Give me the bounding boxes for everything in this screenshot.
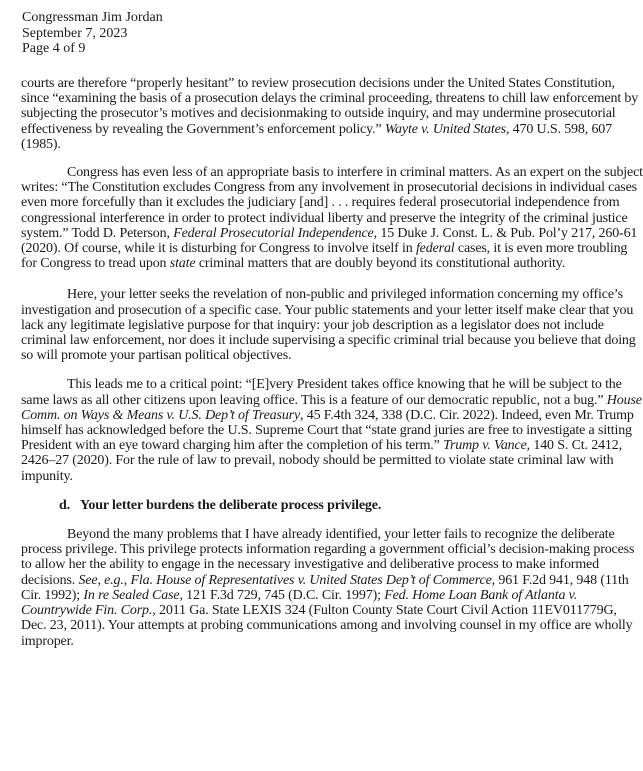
- italic-citation-text: state: [169, 256, 196, 272]
- paragraph-text: Beyond the many problems that I have already identified, your letter fails to recognize the deliberate process privilege. This privilege protects information regarding a government official’s decision-making process to allow her the ability to engage in the necessary investigative and deliberative process to make informed decisions.: [21, 527, 635, 588]
- paragraph-text: , 961 F.2d 941, 948 (11th Cir. 1992);: [21, 572, 629, 603]
- italic-citation-text: In re Sealed Case: [83, 587, 180, 603]
- italic-citation-text: federal: [415, 241, 455, 257]
- paragraph-text: This leads me to a critical point: “[E]very President takes office knowing that he will be subject to the same laws as all other citizens upon leaving office. This is a feature of our democratic republic, not a bug.”: [21, 377, 622, 408]
- italic-citation-text: House Comm. on Ways & Means v. U.S. Dep’t of Treasury: [21, 392, 642, 423]
- paragraph-text: , 140 S. Ct. 2412, 2426–27 (2020). For the rule of law to prevail, nobody should be permitted to violate state criminal law with impunity.: [21, 438, 622, 484]
- paragraph-text: cases, it is even more troubling for Congress to tread upon: [21, 241, 628, 272]
- section-heading-letter: d.: [59, 497, 70, 513]
- italic-citation-text: Fla. House of Representatives v. United States Dep’t of Commerce: [130, 572, 492, 588]
- italic-citation-text: Fed. Home Loan Bank of Atlanta v. Countrywide Fin. Corp.: [21, 587, 578, 619]
- section-heading-title: Your letter burdens the deliberate process privilege.: [80, 497, 382, 513]
- italic-citation-text: Federal Prosecutorial Independence: [173, 225, 374, 241]
- letter-header: [22, 10, 163, 57]
- paragraph-text: Congress has even less of an appropriate basis to interfere in criminal matters. As an expert on the subject writes: “The Constitution excludes Congress from any involvement in prosecutorial decisions in individual cases even more forcefully than it excludes the judiciary [and] . . . requires federal prosecutorial independence from congressional interference in order to protect individual liberty and preserve the integrity of the criminal justice system.” Todd D. Peterson,: [21, 165, 643, 241]
- italic-citation-text: Trump v. Vance: [443, 438, 527, 454]
- paragraph-prosecution-hesitance: [21, 76, 643, 152]
- header-date: September 7, 2023: [22, 25, 128, 41]
- paragraph-text: , 15 Duke J. Const. L. & Pub. Pol’y 217, 260-61 (2020). Of course, while it is disturbing for Congress to involve itself in: [21, 225, 638, 257]
- paragraph-text: ,: [123, 572, 131, 588]
- paragraph-legislative-purpose: [21, 287, 643, 363]
- paragraph-text: courts are therefore “properly hesitant” to review prosecution decisions under the United States Constitution, since “examining the basis of a prosecution delays the criminal proceeding, threatens to chill law enforcement by subjecting the prosecutor’s motives and decisionmaking to outside inquiry, and may undermine prosecutorial effectiveness by revealing the Government’s enforcement policy.”: [21, 76, 639, 137]
- paragraph-text: , 2011 Ga. State LEXIS 324 (Fulton County State Court Civil Action 11EV011779G, Dec. 23, 2011). Your attempts at probing communications among and involving counsel in my office are wholly improper.: [21, 603, 633, 649]
- paragraph-congress-authority: [21, 165, 643, 271]
- paragraph-text: , 470 U.S. 598, 607 (1985).: [21, 121, 612, 152]
- italic-citation-text: See, e.g.: [78, 572, 124, 588]
- section-heading: [59, 498, 643, 513]
- italic-citation-text: Wayte v. United States: [384, 121, 506, 137]
- paragraph-text: criminal matters that are doubly beyond its constitutional authority.: [195, 256, 566, 272]
- paragraph-deliberative-privilege: [21, 527, 643, 649]
- paragraph-text: , 45 F.4th 324, 338 (D.C. Cir. 2022). Indeed, even Mr. Trump himself has acknowledged before the U.S. Supreme Court that “state grand juries are free to investigate a sitting President with an eye toward charging him after the completion of his term.”: [21, 407, 634, 454]
- paragraph-rule-of-law: [21, 377, 643, 483]
- paragraph-text: Here, your letter seeks the revelation of non-public and privileged information concerning my office’s investigation and prosecution of a specific case. Your public statements and your letter itself make clear that you lack any legitimate legislative purpose for that inquiry: your job description as a legislator does not include criminal law enforcement, nor does it include supervising a specific criminal trial because you believe that doing so will promote your partisan political objectives.: [21, 287, 636, 364]
- letter-body: [21, 76, 643, 661]
- header-page-number: Page 4 of 9: [22, 41, 86, 56]
- paragraph-text: , 121 F.3d 729, 745 (D.C. Cir. 1997);: [179, 587, 385, 603]
- header-recipient: Congressman Jim Jordan: [22, 10, 163, 25]
